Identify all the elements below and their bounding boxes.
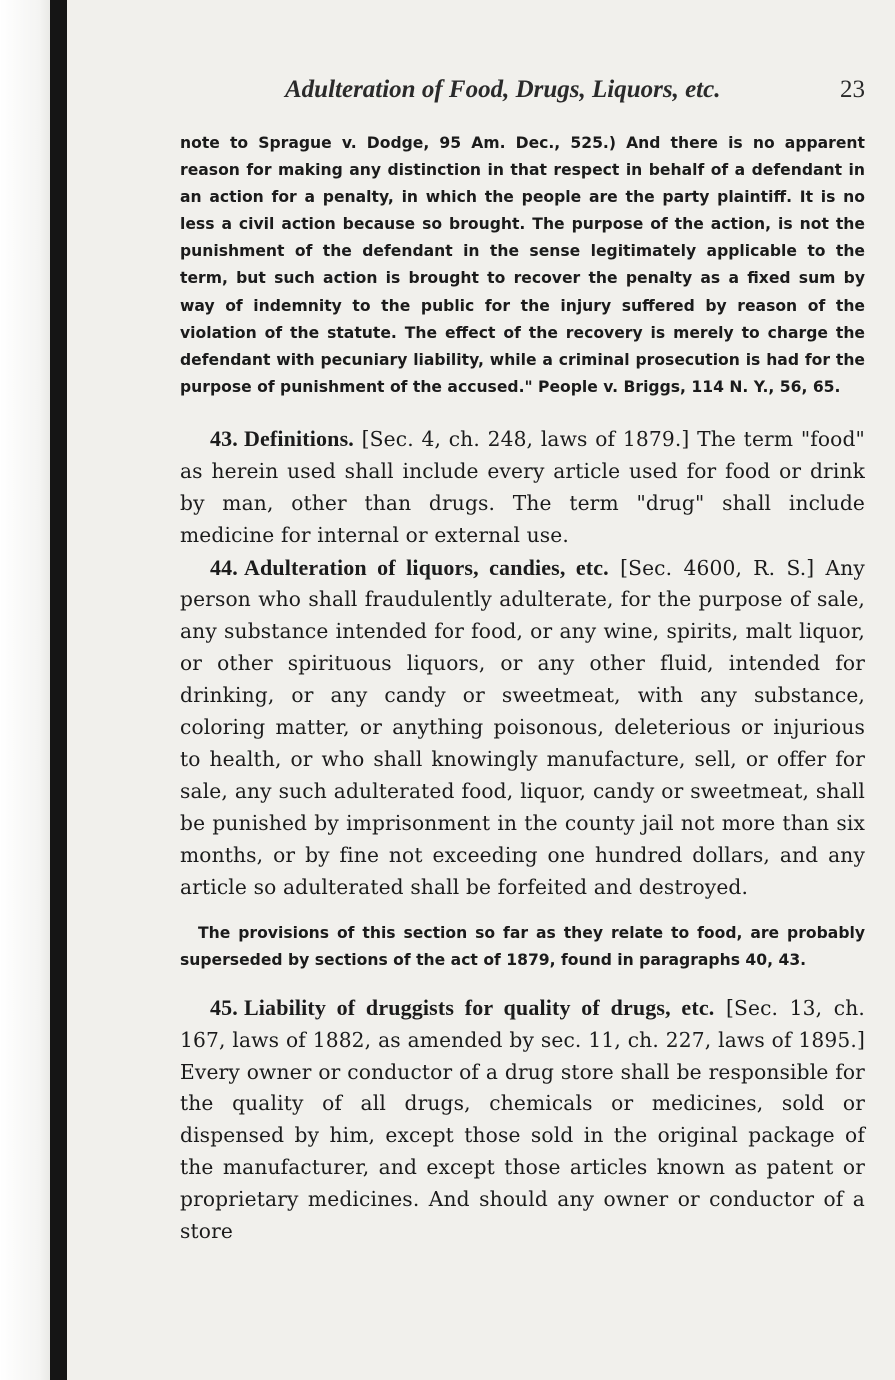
section-number: 44. xyxy=(210,554,238,580)
section-45 xyxy=(180,992,865,1248)
section-44 xyxy=(180,552,865,904)
section-title: Adulteration of liquors, candies, etc. xyxy=(243,554,609,580)
section-44-note: The provisions of this section so far as they relate to food, are probably superseded by sections of the act of 1879, found in paragraphs 40, 43. xyxy=(180,923,865,969)
book-spine-shadow xyxy=(50,0,67,1380)
section-43 xyxy=(180,423,865,552)
section-title: Liability of druggists for quality of drugs, etc. xyxy=(243,994,715,1020)
book-page xyxy=(180,68,865,1248)
section-title: Definitions. xyxy=(243,425,354,451)
page-number: 23 xyxy=(840,76,865,103)
section-body: [Sec. 13, ch. 167, laws of 1882, as amended by sec. 11, ch. 227, laws of 1895.] Every owner or conductor of a drug store shall be responsible for the quality of all drugs, chemicals or medicines, sold or dispensed by him, except those sold in the original package of the manufacturer, and except those articles known as patent or proprietary medicines. And should any owner or conductor of a store xyxy=(180,995,865,1244)
section-body: [Sec. 4600, R. S.] Any person who shall fraudulently adulterate, for the purpose of sale, any substance intended for food, or any wine, spirits, malt liquor, or other spirituous liquors, or any other fluid, intended for drinking, or any candy or sweetmeat, with any substance, coloring matter, or anything poisonous, deleterious or injurious to health, or who shall knowingly manufacture, sell, or offer for sale, any such adulterated food, liquor, candy or sweetmeat, shall be punished by imprisonment in the county jail not more than six months, or by fine not exceeding one hundred dollars, and any article so adulterated shall be forfeited and destroyed. xyxy=(180,555,865,899)
footnote-continued: note to Sprague v. Dodge, 95 Am. Dec., 525.) And there is no apparent reason for making any distinction in that respect in behalf of a defendant in an action for a penalty, in which the people are the party plaintiff. It is no less a civil action because so brought. The purpose of the action, is not the punishment of the defendant in the sense legitimately applicable to the term, but such action is brought to recover the penalty as a fixed sum by way of indemnity to the public for the injury suffered by reason of the violation of the statute. The effect of the recovery is merely to charge the defendant with pecuniary liability, while a criminal prosecution is had for the purpose of punishment of the accused." People v. Briggs, 114 N. Y., 56, 65. xyxy=(180,134,865,396)
section-body: [Sec. 4, ch. 248, laws of 1879.] The term "food" as herein used shall include every article used for food or drink by man, other than drugs. The term "drug" shall include medicine for internal or external use. xyxy=(180,426,865,547)
page-header xyxy=(180,68,865,108)
page-gutter xyxy=(0,0,50,1380)
running-title: Adulteration of Food, Drugs, Liquors, etc. xyxy=(285,76,721,103)
section-number: 43. xyxy=(210,425,238,451)
section-number: 45. xyxy=(210,994,238,1020)
